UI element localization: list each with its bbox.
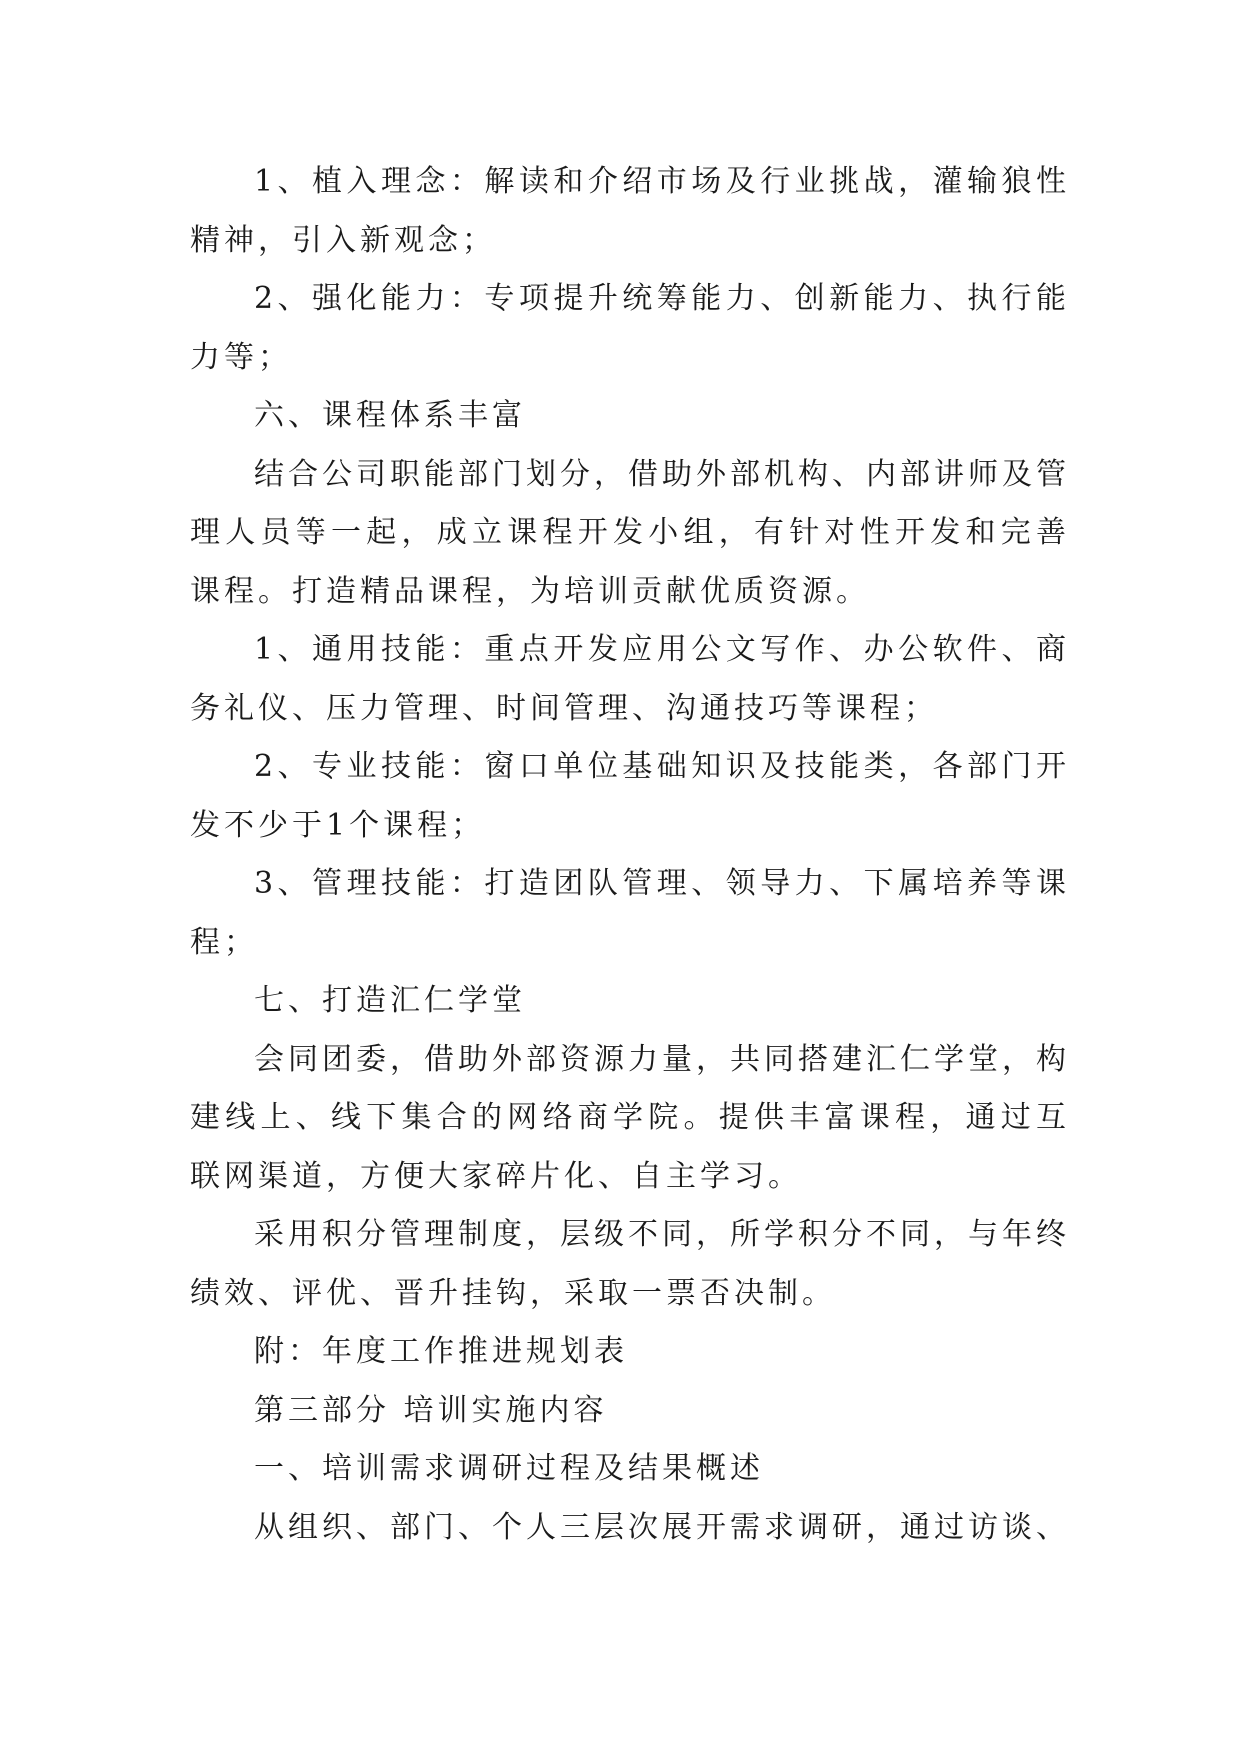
paragraph-item-2-ability: 2、强化能力：专项提升统筹能力、创新能力、执行能力等； xyxy=(190,281,1070,375)
paragraph-course-development: 结合公司职能部门划分，借助外部机构、内部讲师及管理人员等一起，成立课程开发小组，有针对性开发和完善课程。打造精品课程，为培训贡献优质资源。 xyxy=(190,456,1070,609)
section-heading-one: 一、培训需求调研过程及结果概述 xyxy=(254,1451,764,1486)
part-heading-three: 第三部分 培训实施内容 xyxy=(254,1392,608,1428)
paragraph-needs-survey: 从组织、部门、个人三层次展开需求调研，通过访谈、 xyxy=(254,1509,1070,1545)
paragraph-management-skills: 3、管理技能：打造团队管理、领导力、下属培养等课程； xyxy=(190,866,1070,960)
paragraph-appendix: 附：年度工作推进规划表 xyxy=(254,1334,628,1369)
document-body xyxy=(190,153,1070,1557)
paragraph-professional-skills: 2、专业技能：窗口单位基础知识及技能类，各部门开发不少于1个课程； xyxy=(190,749,1070,843)
paragraph-points-system: 采用积分管理制度，层级不同，所学积分不同，与年终绩效、评优、晋升挂钩，采取一票否决制。 xyxy=(190,1217,1070,1311)
paragraph-general-skills: 1、通用技能：重点开发应用公文写作、办公软件、商务礼仪、压力管理、时间管理、沟通技巧等课程； xyxy=(190,632,1070,726)
section-heading-six: 六、课程体系丰富 xyxy=(254,398,526,433)
paragraph-item-1-concept: 1、植入理念：解读和介绍市场及行业挑战，灌输狼性精神，引入新观念； xyxy=(190,164,1070,258)
paragraph-huiren-academy: 会同团委，借助外部资源力量，共同搭建汇仁学堂，构建线上、线下集合的网络商学院。提供丰富课程，通过互联网渠道，方便大家碎片化、自主学习。 xyxy=(190,1041,1070,1194)
section-heading-seven: 七、打造汇仁学堂 xyxy=(254,983,526,1018)
